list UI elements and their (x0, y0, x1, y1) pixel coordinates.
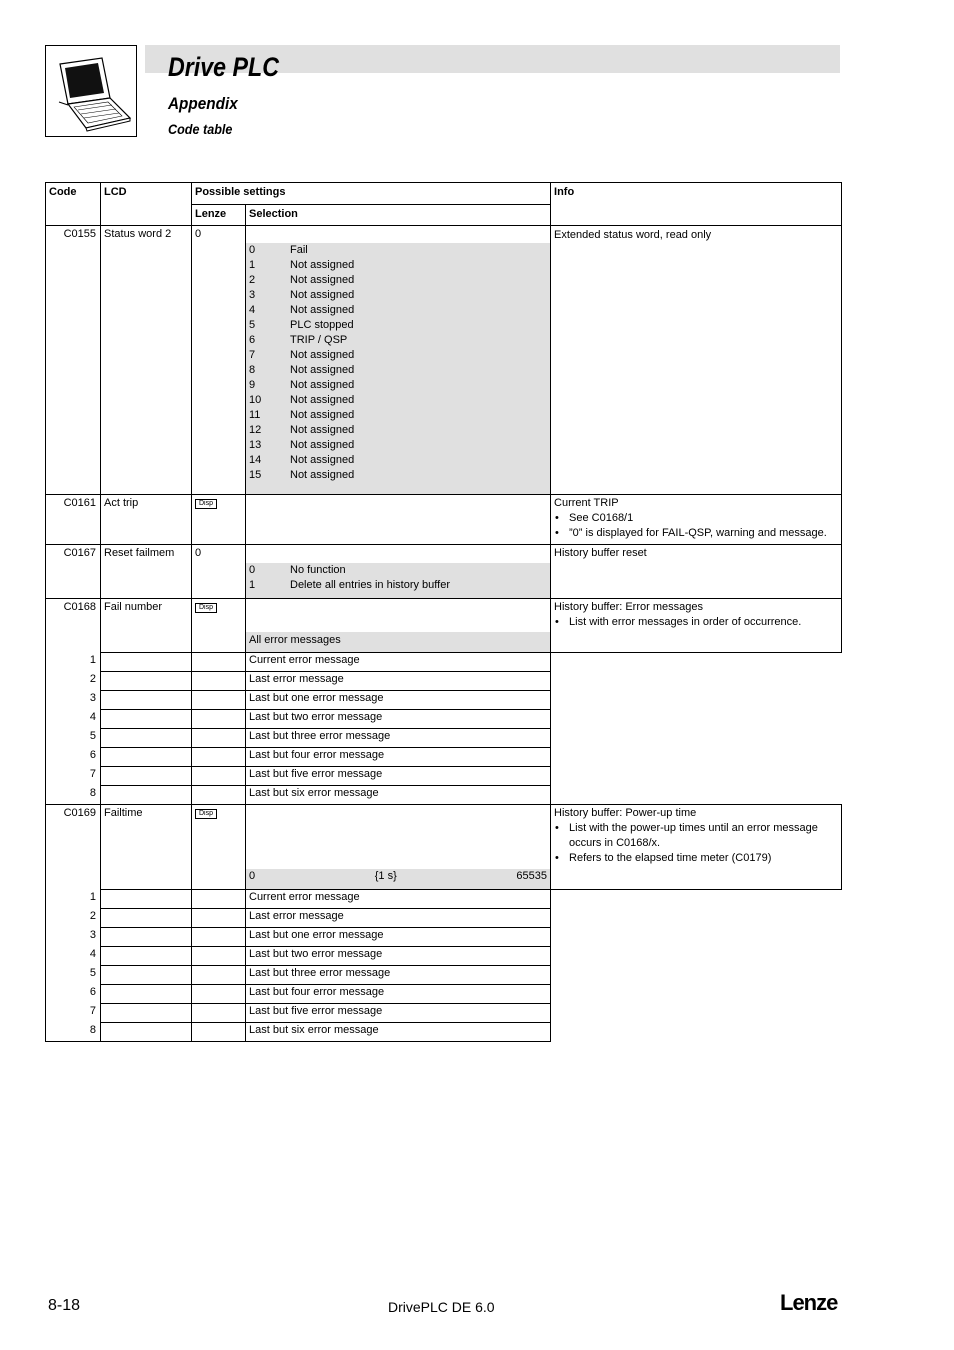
table-row (46, 691, 842, 710)
option-label: Not assigned (290, 409, 355, 421)
page-number: 8-18 (48, 1297, 81, 1314)
subcode-info: Last but three error message (246, 966, 551, 985)
subcode-index: 8 (46, 1023, 101, 1042)
selection-text: All error messages (249, 634, 341, 646)
display-only-badge: Disp (195, 603, 217, 613)
subcode-info: Last but six error message (246, 1023, 551, 1042)
option-value: 1 (249, 259, 256, 271)
lcd-c0168: Fail number (101, 599, 192, 653)
table-row (46, 966, 842, 985)
table-row (46, 672, 842, 691)
table-row (46, 890, 842, 909)
lcd-cell (101, 691, 192, 710)
option-value: 5 (249, 319, 256, 331)
lcd-cell (101, 985, 192, 1004)
option-value: 15 (249, 469, 262, 481)
option-item (246, 423, 550, 438)
lenze-cell (192, 985, 246, 1004)
subcode-index: 5 (46, 966, 101, 985)
option-label: Not assigned (290, 424, 355, 436)
info-c0167: History buffer reset (551, 545, 842, 599)
lenze-cell (192, 1023, 246, 1042)
option-value: 1 (249, 579, 256, 591)
subcode-info: Last but four error message (246, 985, 551, 1004)
option-label: Not assigned (290, 349, 355, 361)
lenze-c0155: 0 (192, 226, 246, 495)
subcode-index: 2 (46, 672, 101, 691)
subcode-index: 1 (46, 653, 101, 672)
option-label: Not assigned (290, 274, 355, 286)
option-value: 9 (249, 379, 256, 391)
option-label: Delete all entries in history buffer (290, 579, 450, 591)
table-row (46, 947, 842, 966)
code-table (45, 182, 842, 1042)
info-bullet: • See C0168/1 (554, 511, 838, 526)
option-item (246, 453, 550, 468)
option-label: TRIP / QSP (290, 334, 348, 346)
lcd-cell (101, 928, 192, 947)
selection-c0155 (246, 226, 551, 495)
lenze-c0169 (192, 805, 246, 890)
subcode-index: 6 (46, 748, 101, 767)
info-bullet: • List with the power-up times until an error message occurs in C0168/x. (554, 821, 838, 851)
subcode-info: Last error message (246, 909, 551, 928)
option-value: 14 (249, 454, 262, 466)
info-title: Current TRIP (554, 497, 619, 509)
table-row (46, 729, 842, 748)
lenze-cell (192, 729, 246, 748)
option-value: 8 (249, 364, 256, 376)
code-c0168: C0168 (46, 599, 101, 653)
lenze-c0168 (192, 599, 246, 653)
option-value: 7 (249, 349, 256, 361)
laptop-icon (45, 45, 137, 137)
option-item (246, 393, 550, 408)
option-value: 11 (249, 409, 261, 421)
header-possible-settings: Possible settings (192, 183, 551, 205)
option-item (246, 563, 550, 578)
range-max: 65535 (516, 870, 547, 882)
subcode-index: 1 (46, 890, 101, 909)
subcode-info: Current error message (246, 890, 551, 909)
section-title: Code table (168, 121, 233, 137)
option-label: Not assigned (290, 289, 355, 301)
display-only-badge: Disp (195, 809, 217, 819)
info-title: History buffer: Error messages (554, 601, 703, 613)
lcd-cell (101, 966, 192, 985)
lcd-cell (101, 748, 192, 767)
subcode-info: Last but five error message (246, 767, 551, 786)
option-value: 10 (249, 394, 262, 406)
option-label: Not assigned (290, 379, 355, 391)
option-list (246, 243, 550, 494)
subcode-info: Last but two error message (246, 710, 551, 729)
selection-c0167 (246, 545, 551, 599)
option-label: Not assigned (290, 469, 355, 481)
lenze-cell (192, 767, 246, 786)
table-row (46, 1004, 842, 1023)
subcode-index: 4 (46, 710, 101, 729)
table-row (46, 710, 842, 729)
option-label: Not assigned (290, 259, 355, 271)
table-row (46, 1023, 842, 1042)
option-label: Fail (290, 244, 308, 256)
subcode-info: Current error message (246, 653, 551, 672)
table-row (46, 653, 842, 672)
lcd-cell (101, 909, 192, 928)
lenze-c0161 (192, 495, 246, 545)
option-value: 13 (249, 439, 262, 451)
info-c0168 (551, 599, 842, 653)
subcode-index: 7 (46, 1004, 101, 1023)
option-label: Not assigned (290, 364, 355, 376)
option-label: Not assigned (290, 439, 355, 451)
info-title: History buffer: Power-up time (554, 807, 697, 819)
option-item (246, 363, 550, 378)
lenze-cell (192, 653, 246, 672)
option-label: Not assigned (290, 454, 355, 466)
lenze-cell (192, 710, 246, 729)
code-c0169: C0169 (46, 805, 101, 890)
option-item (246, 273, 550, 288)
table-row (46, 928, 842, 947)
brand-logo: Lenze (780, 1290, 838, 1315)
option-item (246, 318, 550, 333)
selection-c0161 (246, 495, 551, 545)
option-item (246, 578, 550, 593)
option-item (246, 258, 550, 273)
lenze-cell (192, 672, 246, 691)
lenze-cell (192, 748, 246, 767)
lcd-c0161: Act trip (101, 495, 192, 545)
lcd-cell (101, 947, 192, 966)
range-step: {1 s} (374, 870, 397, 882)
lenze-c0167: 0 (192, 545, 246, 599)
table-row (46, 786, 842, 805)
option-item (246, 243, 550, 258)
lcd-c0169: Failtime (101, 805, 192, 890)
lenze-cell (192, 966, 246, 985)
subcode-index: 5 (46, 729, 101, 748)
table-row (46, 748, 842, 767)
option-value: 2 (249, 274, 256, 286)
lenze-cell (192, 909, 246, 928)
header-info: Info (551, 183, 842, 226)
value-range (246, 869, 550, 884)
table-row (46, 767, 842, 786)
subcode-index: 7 (46, 767, 101, 786)
option-item (246, 288, 550, 303)
display-only-badge: Disp (195, 499, 217, 509)
subcode-info: Last error message (246, 672, 551, 691)
lcd-cell (101, 1023, 192, 1042)
lcd-cell (101, 786, 192, 805)
subcode-info: Last but four error message (246, 748, 551, 767)
selection-c0169 (246, 805, 551, 890)
subcode-index: 3 (46, 691, 101, 710)
info-c0161 (551, 495, 842, 545)
lenze-cell (192, 786, 246, 805)
subcode-info: Last but six error message (246, 786, 551, 805)
info-bullet: • List with error messages in order of occurrence. (554, 615, 838, 630)
code-c0161: C0161 (46, 495, 101, 545)
header-lcd: LCD (101, 183, 192, 226)
lenze-cell (192, 1004, 246, 1023)
header-code: Code (46, 183, 101, 226)
header-selection: Selection (246, 205, 551, 226)
lenze-cell (192, 947, 246, 966)
table-row (46, 985, 842, 1004)
lcd-c0155: Status word 2 (101, 226, 192, 495)
option-label: Not assigned (290, 304, 355, 316)
option-value: 0 (249, 564, 256, 576)
option-value: 4 (249, 304, 256, 316)
lcd-cell (101, 729, 192, 748)
info-bullet: • Refers to the elapsed time meter (C0179) (554, 851, 838, 866)
lcd-cell (101, 653, 192, 672)
option-value: 12 (249, 424, 262, 436)
lcd-cell (101, 890, 192, 909)
document-id: DrivePLC DE 6.0 (388, 1299, 495, 1315)
option-label: No function (290, 564, 346, 576)
option-item (246, 333, 550, 348)
code-c0167: C0167 (46, 545, 101, 599)
lcd-c0167: Reset failmem (101, 545, 192, 599)
lenze-cell (192, 890, 246, 909)
option-item (246, 303, 550, 318)
selection-c0168 (246, 599, 551, 653)
subcode-index: 6 (46, 985, 101, 1004)
page-title: Drive PLC (168, 52, 279, 82)
subcode-info: Last but five error message (246, 1004, 551, 1023)
subcode-index: 8 (46, 786, 101, 805)
lcd-cell (101, 710, 192, 729)
option-item (246, 468, 550, 483)
option-value: 6 (249, 334, 256, 346)
subcode-info: Last but three error message (246, 729, 551, 748)
subcode-info: Last but two error message (246, 947, 551, 966)
info-c0169 (551, 805, 842, 890)
chapter-title: Appendix (168, 94, 238, 113)
option-value: 0 (249, 244, 256, 256)
option-item (246, 438, 550, 453)
subcode-info: Last but one error message (246, 928, 551, 947)
info-bullet: • ”0” is displayed for FAIL-QSP, warning and message. (554, 526, 838, 541)
option-label: Not assigned (290, 394, 355, 406)
info-c0155: Extended status word, read only (551, 226, 842, 495)
option-list (246, 563, 550, 598)
code-c0155: C0155 (46, 226, 101, 495)
option-label: PLC stopped (290, 319, 354, 331)
subcode-index: 3 (46, 928, 101, 947)
option-item (246, 408, 550, 423)
lcd-cell (101, 672, 192, 691)
header-lenze: Lenze (192, 205, 246, 226)
subcode-index: 4 (46, 947, 101, 966)
option-item (246, 348, 550, 363)
subcode-index: 2 (46, 909, 101, 928)
subcode-info: Last but one error message (246, 691, 551, 710)
lenze-cell (192, 691, 246, 710)
range-min: 0 (249, 870, 256, 882)
lcd-cell (101, 767, 192, 786)
lcd-cell (101, 1004, 192, 1023)
lenze-cell (192, 928, 246, 947)
table-row (46, 909, 842, 928)
option-item (246, 378, 550, 393)
option-value: 3 (249, 289, 256, 301)
